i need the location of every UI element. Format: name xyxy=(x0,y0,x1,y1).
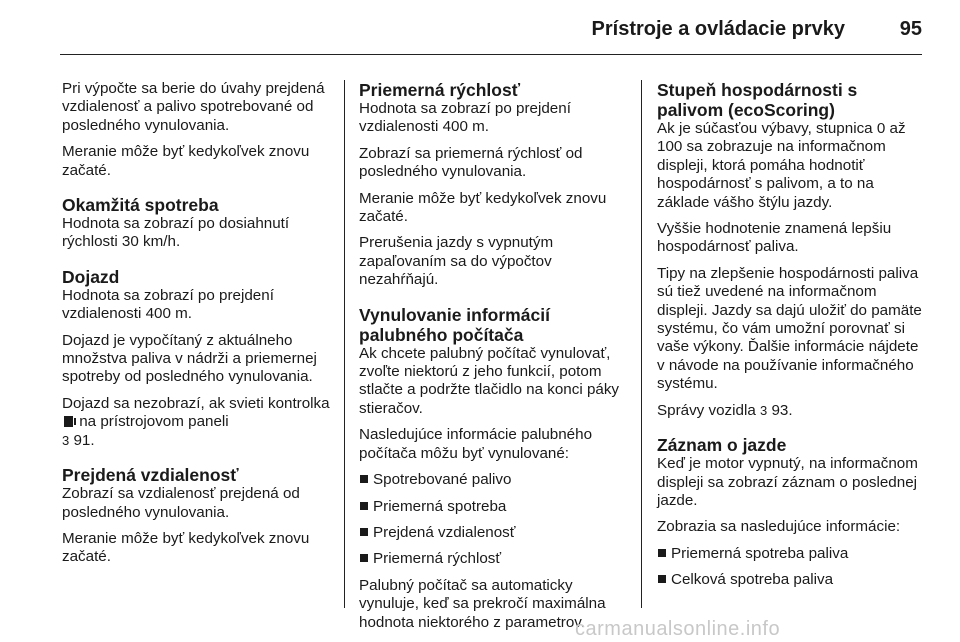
text: na prístrojovom paneli xyxy=(79,413,229,431)
list-item-label: Priemerná spotreba paliva xyxy=(671,544,849,562)
paragraph: Ak je súčasťou výbavy, stupnica 0 až 100 sa zobrazuje na informačnom displeji, ktorá pomáha hodnotiť hospodárnosť s palivom, a to na základe vášho štýlu jazdy. xyxy=(657,120,906,211)
bullet-icon xyxy=(360,554,368,562)
paragraph: Pri výpočte sa berie do úvahy prejdená vzdialenosť a palivo spotrebované od posledného vynulovania. xyxy=(62,80,325,134)
page-title: Prístroje a ovládacie prvky xyxy=(591,18,845,40)
bullet-icon xyxy=(360,475,368,483)
list-item xyxy=(359,498,631,516)
paragraph: Keď je motor vypnutý, na informačnom displeji sa zobrazí záznam o poslednej jazde. xyxy=(657,455,918,509)
list-item-label: Prejdená vzdialenosť xyxy=(373,523,516,541)
bullet-icon xyxy=(360,502,368,510)
section-heading: Záznam o jazde xyxy=(657,435,787,456)
page-ref-arrow-icon: 3 xyxy=(760,402,768,418)
paragraph: Tipy na zlepšenie hospodárnosti paliva sú tiež uvedené na informačnom displeji. Jazdy sa dajú uložiť do pamäte systému, čo vám umožní porovnať si vaše výkony. Ďalšie informácie nájdete v návode na používanie informačného systému. xyxy=(657,264,922,393)
column-divider xyxy=(641,80,642,608)
paragraph: Meranie môže byť kedykoľvek znovu začaté. xyxy=(62,143,310,179)
bullet-icon xyxy=(360,528,368,536)
section-heading: Dojazd xyxy=(62,266,120,287)
paragraph: Hodnota sa zobrazí po prejdení vzdialenosti 400 m. xyxy=(359,100,571,136)
list-item-label: Celková spotreba paliva xyxy=(671,571,834,589)
list-item-label: Spotrebované palivo xyxy=(373,471,512,489)
list-item xyxy=(359,471,631,489)
paragraph: Prerušenia jazdy s vypnutým zapaľovaním sa do výpočtov nezahŕňajú. xyxy=(359,234,554,289)
paragraph: Nasledujúce informácie palubného počítača môžu byť vynulované: xyxy=(359,426,593,462)
page-ref-link[interactable]: 93. xyxy=(771,401,793,419)
paragraph: Zobrazia sa nasledujúce informácie: xyxy=(657,518,901,536)
page-number: 95 xyxy=(899,18,922,40)
page-header xyxy=(0,0,960,44)
paragraph xyxy=(657,402,927,420)
paragraph: Zobrazí sa vzdialenosť prejdená od posledného vynulovania. xyxy=(62,485,300,521)
section-heading: Priemerná rýchlosť xyxy=(359,80,521,100)
paragraph: Meranie môže byť kedykoľvek znovu začaté. xyxy=(359,189,607,226)
page-ref-arrow-icon: 3 xyxy=(62,432,70,448)
section-heading: Vynulovanie informácií palubného počítača xyxy=(359,304,550,345)
page-ref-link[interactable]: 91. xyxy=(73,431,95,449)
paragraph: Zobrazí sa priemerná rýchlosť od posledného vynulovania. xyxy=(359,144,583,181)
bullet-list xyxy=(359,471,631,569)
watermark: carmanualsonline.info xyxy=(575,618,781,640)
section-heading: Okamžitá spotreba xyxy=(62,195,219,216)
column-3 xyxy=(657,80,927,598)
list-item xyxy=(657,545,927,563)
paragraph: Hodnota sa zobrazí po dosiahnutí rýchlosti 30 km/h. xyxy=(62,215,290,251)
text: Správy vozidla xyxy=(657,401,756,419)
paragraph: Vyššie hodnotenie znamená lepšiu hospodárnosť paliva. xyxy=(657,220,892,256)
text: Dojazd sa nezobrazí, ak svieti kontrolka xyxy=(62,394,330,412)
list-item-label: Priemerná spotreba xyxy=(373,497,507,515)
bullet-list xyxy=(657,545,927,590)
column-divider xyxy=(344,80,345,608)
column-2 xyxy=(359,80,631,640)
bullet-icon xyxy=(658,575,666,583)
paragraph xyxy=(62,395,334,450)
fuel-pump-icon xyxy=(64,416,73,427)
header-rule xyxy=(60,54,922,55)
paragraph: Ak chcete palubný počítač vynulovať, zvoľte niektorú z jeho funkcií, potom stlačte a podržte tlačidlo na konci páky stieračov. xyxy=(359,344,620,417)
bullet-icon xyxy=(658,549,666,557)
list-item xyxy=(359,550,631,568)
paragraph: Meranie môže byť kedykoľvek znovu začaté. xyxy=(62,529,310,566)
list-item-label: Priemerná rýchlosť xyxy=(373,550,502,568)
list-item xyxy=(359,524,631,542)
paragraph: Dojazd je vypočítaný z aktuálneho množstva paliva v nádrži a priemernej spotreby od posledného vynulovania. xyxy=(62,331,317,386)
column-1 xyxy=(62,80,334,575)
section-heading: Stupeň hospodárnosti s palivom (ecoScoring) xyxy=(657,80,858,120)
paragraph: Hodnota sa zobrazí po prejdení vzdialenosti 400 m. xyxy=(62,286,274,323)
section-heading: Prejdená vzdialenosť xyxy=(62,465,239,486)
list-item xyxy=(657,571,927,589)
paragraph: Palubný počítač sa automaticky vynuluje, keď sa prekročí maximálna hodnota niektorého z parametrov. xyxy=(359,576,606,631)
